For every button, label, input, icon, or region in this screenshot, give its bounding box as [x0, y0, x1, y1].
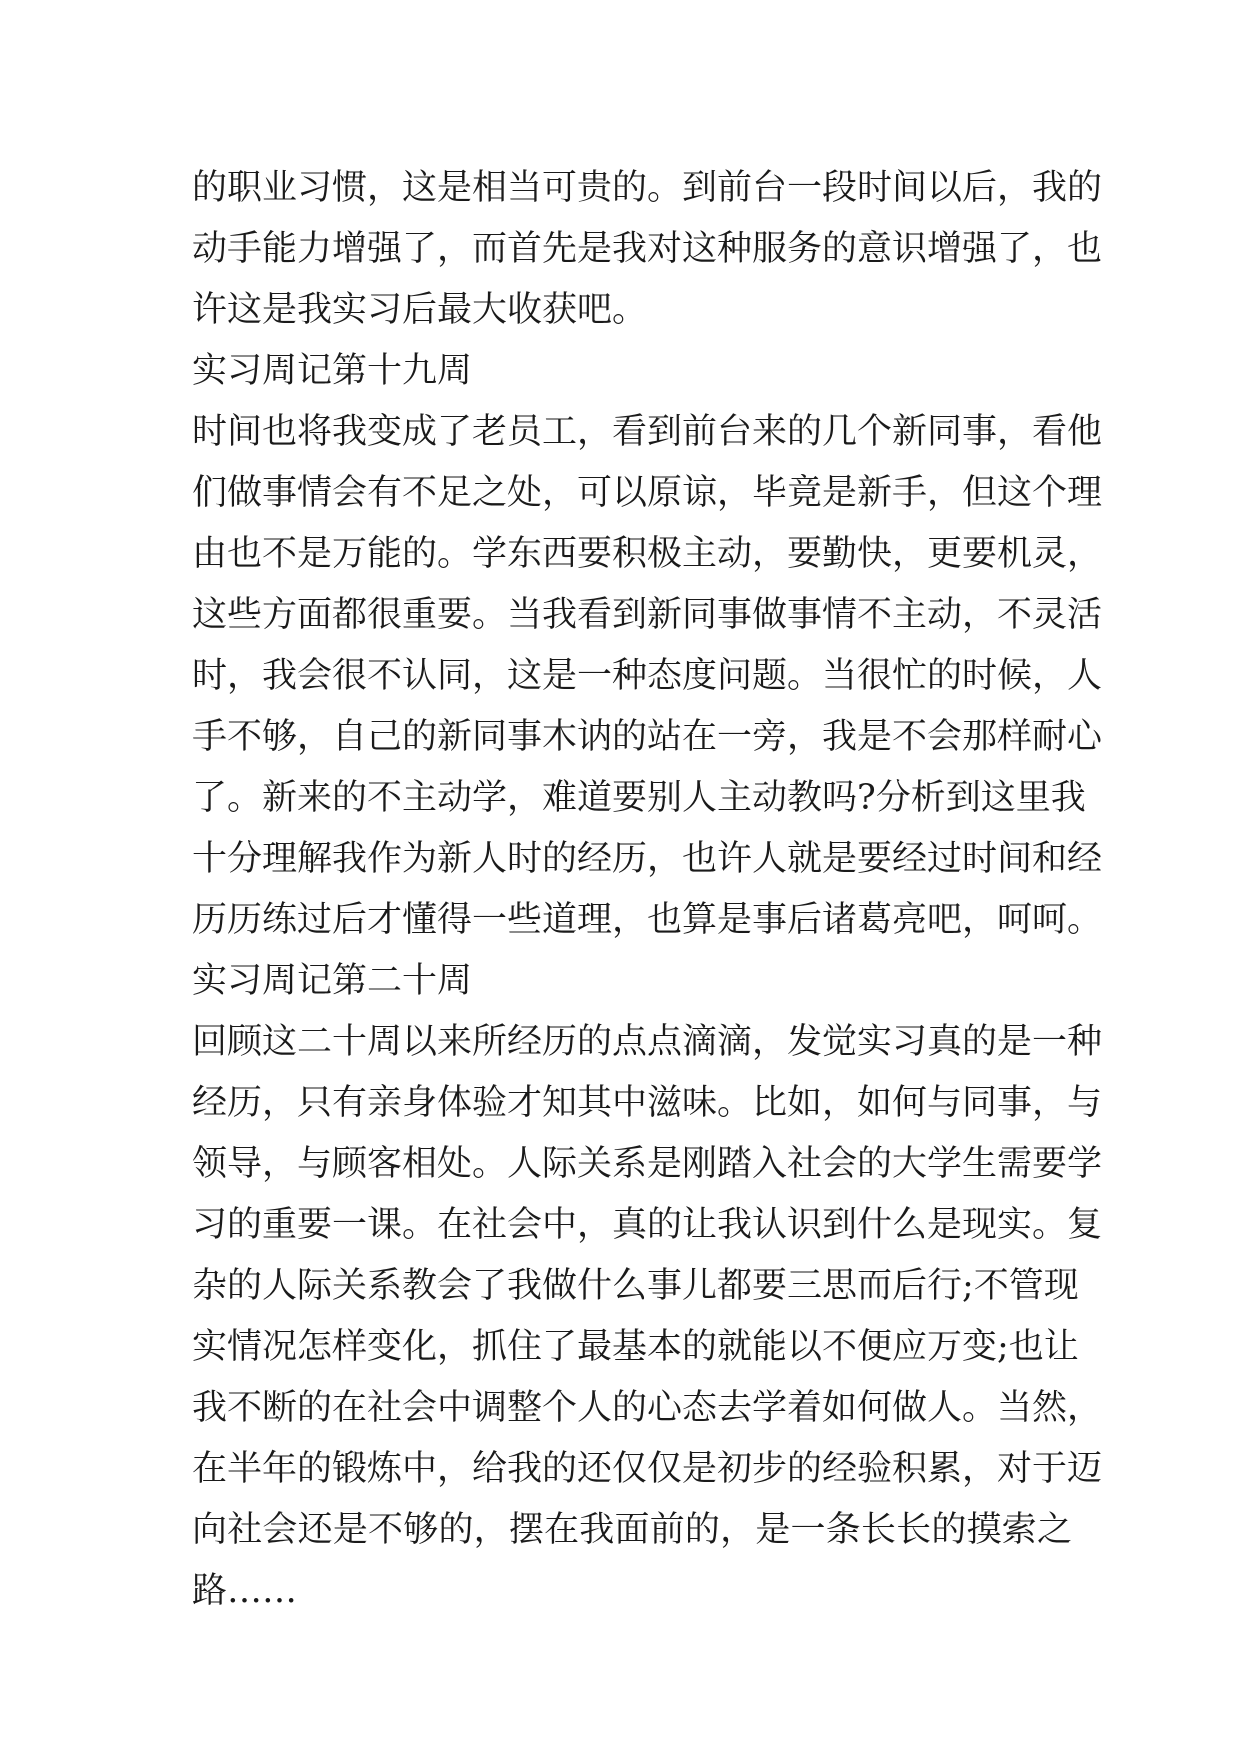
- text-line: 这些方面都很重要。当我看到新同事做事情不主动，不灵活: [192, 595, 1103, 635]
- text-line: 实情况怎样变化，抓住了最基本的就能以不便应万变;也让: [192, 1327, 1079, 1367]
- text-line: 向社会还是不够的，摆在我面前的，是一条长长的摸索之: [192, 1510, 1072, 1550]
- text-line: 经历，只有亲身体验才知其中滋味。比如，如何与同事，与: [192, 1083, 1103, 1123]
- document-body: [192, 158, 1103, 1622]
- text-line: 时，我会很不认同，这是一种态度问题。当很忙的时候，人: [192, 656, 1103, 696]
- text-line: 回顾这二十周以来所经历的点点滴滴，发觉实习真的是一种: [192, 1022, 1103, 1062]
- text-line: 由也不是万能的。学东西要积极主动，要勤快，更要机灵，: [192, 534, 1103, 574]
- text-line: 十分理解我作为新人时的经历，也许人就是要经过时间和经: [192, 839, 1103, 879]
- text-line: 习的重要一课。在社会中，真的让我认识到什么是现实。复: [192, 1205, 1103, 1245]
- text-line: 了。新来的不主动学，难道要别人主动教吗?分析到这里我: [192, 778, 1086, 818]
- text-line: 们做事情会有不足之处，可以原谅，毕竟是新手，但这个理: [192, 473, 1103, 513]
- text-line: 动手能力增强了，而首先是我对这种服务的意识增强了，也: [192, 229, 1103, 269]
- section-heading: 实习周记第十九周: [192, 351, 473, 391]
- text-line: 时间也将我变成了老员工，看到前台来的几个新同事，看他: [192, 412, 1103, 452]
- text-line: 路……: [192, 1571, 298, 1611]
- text-line: 杂的人际关系教会了我做什么事儿都要三思而后行;不管现: [192, 1266, 1079, 1306]
- text-line: 手不够，自己的新同事木讷的站在一旁，我是不会那样耐心: [192, 717, 1103, 757]
- text-line: 历历练过后才懂得一些道理，也算是事后诸葛亮吧，呵呵。: [192, 900, 1103, 940]
- section-heading: 实习周记第二十周: [192, 961, 473, 1001]
- text-line: 我不断的在社会中调整个人的心态去学着如何做人。当然，: [192, 1388, 1103, 1428]
- text-line: 许这是我实习后最大收获吧。: [192, 290, 648, 330]
- text-line: 的职业习惯，这是相当可贵的。到前台一段时间以后，我的: [192, 168, 1103, 208]
- text-line: 领导，与顾客相处。人际关系是刚踏入社会的大学生需要学: [192, 1144, 1103, 1184]
- text-line: 在半年的锻炼中，给我的还仅仅是初步的经验积累，对于迈: [192, 1449, 1103, 1489]
